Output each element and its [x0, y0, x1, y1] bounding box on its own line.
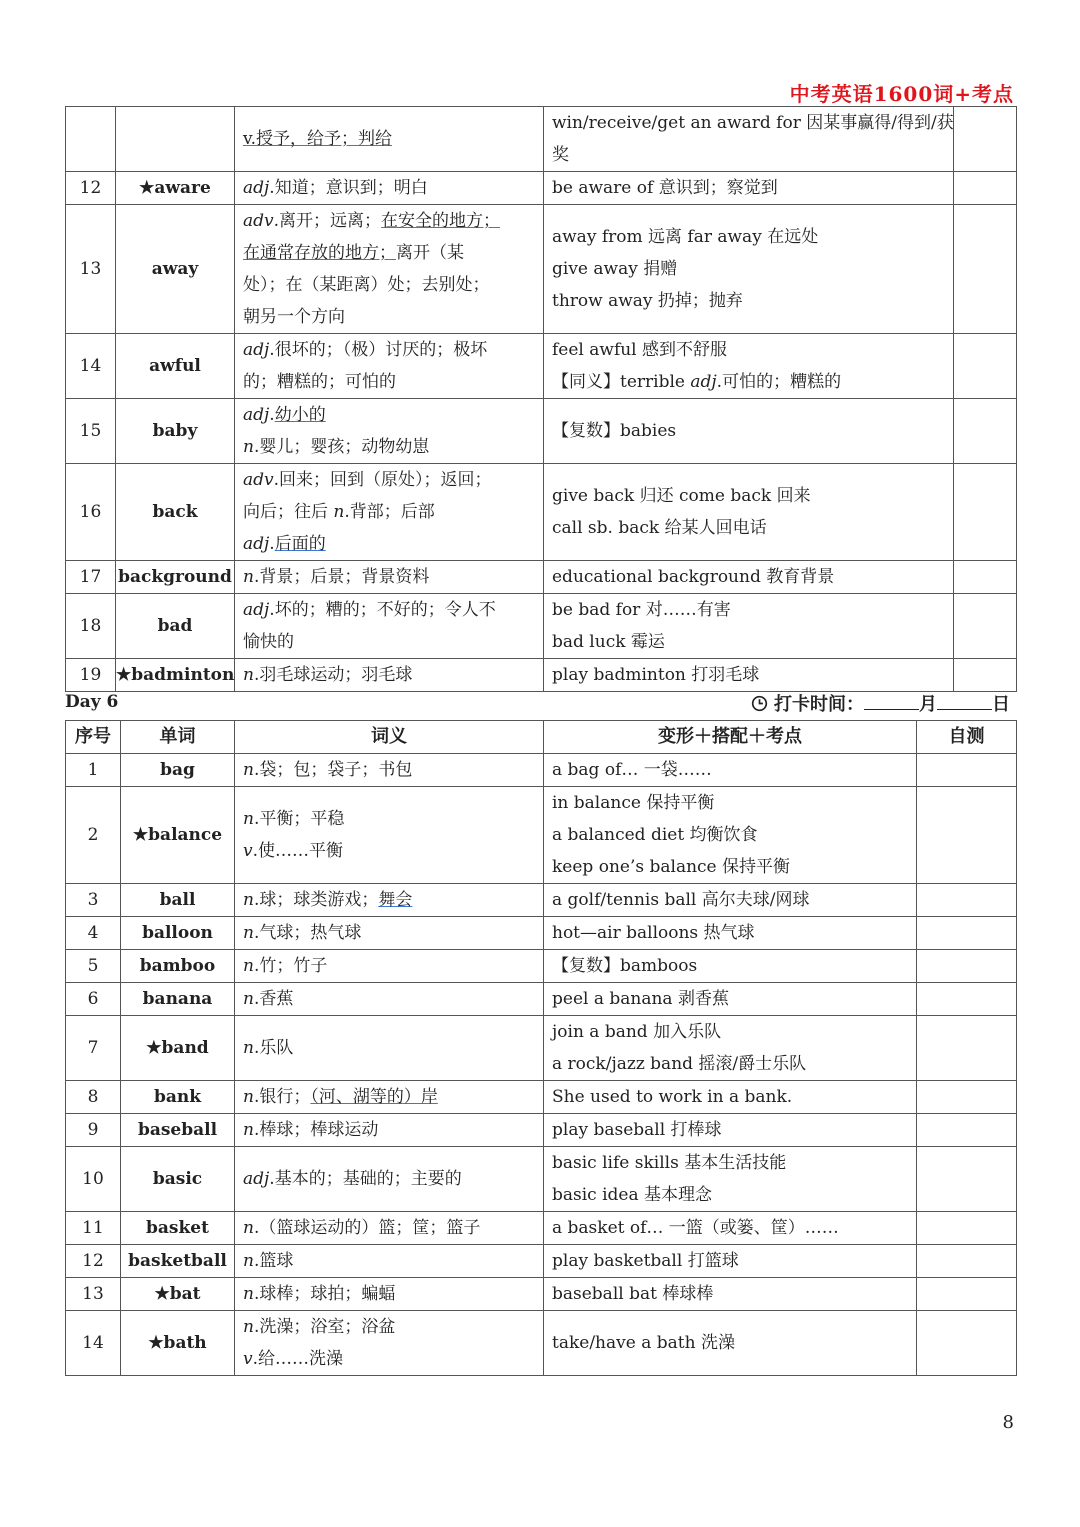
word-definition [235, 950, 544, 983]
vocab-word: bad [116, 594, 235, 659]
usage-line: away from 远离 far away 在远处 [552, 227, 819, 247]
word-definition [235, 1147, 544, 1212]
usage-line: win/receive/get an award for 因某事赢得/得到/获 [552, 113, 954, 133]
self-test-cell[interactable] [917, 1212, 1017, 1245]
definition-line: 朝另一个方向 [243, 307, 345, 327]
definition-line: n.香蕉 [243, 989, 294, 1009]
vocab-word: ★band [121, 1016, 235, 1081]
self-test-cell[interactable] [917, 1311, 1017, 1376]
clock-icon [751, 695, 768, 712]
self-test-cell[interactable] [954, 334, 1017, 399]
vocab-word: baseball [121, 1114, 235, 1147]
header-usage: 变形＋搭配＋考点 [544, 721, 917, 754]
usage-line: be bad for 对……有害 [552, 600, 731, 620]
self-test-cell[interactable] [917, 1245, 1017, 1278]
self-test-cell[interactable] [917, 884, 1017, 917]
definition-line: n.气球；热气球 [243, 923, 362, 943]
row-number: 8 [66, 1081, 121, 1114]
definition-line: n.平衡；平稳 [243, 809, 345, 829]
table-row [66, 787, 1017, 884]
header-meaning: 词义 [235, 721, 544, 754]
definition-line: n.乐队 [243, 1038, 294, 1058]
definition-line: v.授予，给予；判给 [243, 129, 392, 149]
definition-line: n.球棒；球拍；蝙蝠 [243, 1284, 396, 1304]
definition-line: adj.坏的；糟的；不好的；令人不 [243, 600, 496, 620]
definition-line: adj.基本的；基础的；主要的 [243, 1169, 462, 1189]
row-number: 12 [66, 1245, 121, 1278]
table-row [66, 1311, 1017, 1376]
vocab-word: ★bath [121, 1311, 235, 1376]
usage-line: call sb. back 给某人回电话 [552, 518, 767, 538]
usage-examples [544, 334, 954, 399]
row-number: 19 [66, 659, 116, 692]
month-blank[interactable] [864, 691, 919, 710]
row-number: 12 [66, 172, 116, 205]
usage-examples [544, 464, 954, 561]
self-test-cell[interactable] [917, 950, 1017, 983]
row-number: 9 [66, 1114, 121, 1147]
definition-line: n.棒球；棒球运动 [243, 1120, 379, 1140]
definition-line: adv.回来；回到（原处）；返回； [243, 470, 492, 490]
row-number: 17 [66, 561, 116, 594]
vocab-word: ★balance [121, 787, 235, 884]
row-number: 10 [66, 1147, 121, 1212]
vocab-table-day5 [65, 106, 1017, 692]
usage-examples [544, 1081, 917, 1114]
day-label: Day 6 [65, 692, 119, 712]
word-definition [235, 754, 544, 787]
usage-line: a basket of… 一篮（或篓、筐）…… [552, 1218, 839, 1238]
usage-examples [544, 399, 954, 464]
usage-line: basic life skills 基本生活技能 [552, 1153, 787, 1173]
word-definition [235, 1311, 544, 1376]
definition-line: 的；糟糕的；可怕的 [243, 372, 396, 392]
row-number: 16 [66, 464, 116, 561]
definition-line: adv.离开；远离；在安全的地方； [243, 211, 501, 231]
definition-line: v.使……平衡 [243, 841, 344, 861]
vocab-word: balloon [121, 917, 235, 950]
usage-line: baseball bat 棒球棒 [552, 1284, 714, 1304]
word-definition [235, 172, 544, 205]
usage-examples [544, 1245, 917, 1278]
definition-line: 在通常存放的地方；离开（某 [243, 243, 464, 263]
row-number: 11 [66, 1212, 121, 1245]
usage-examples [544, 917, 917, 950]
definition-line: n.银行；（河、湖等的）岸 [243, 1087, 438, 1107]
usage-examples [544, 950, 917, 983]
self-test-cell[interactable] [954, 594, 1017, 659]
usage-line: a golf/tennis ball 高尔夫球/网球 [552, 890, 810, 910]
row-number: 7 [66, 1016, 121, 1081]
usage-examples [544, 107, 954, 172]
usage-examples [544, 1311, 917, 1376]
word-definition [235, 1114, 544, 1147]
usage-line: be aware of 意识到；察觉到 [552, 178, 778, 198]
usage-line: educational background 教育背景 [552, 567, 835, 587]
usage-examples [544, 754, 917, 787]
word-definition [235, 107, 544, 172]
self-test-cell[interactable] [917, 1114, 1017, 1147]
definition-line: n.竹；竹子 [243, 956, 328, 976]
usage-line: play badminton 打羽毛球 [552, 665, 760, 685]
header-word: 单词 [121, 721, 235, 754]
table-row [66, 399, 1017, 464]
definition-line: adj.幼小的 [243, 405, 326, 425]
usage-line: a bag of… 一袋…… [552, 760, 712, 780]
usage-line: hot—air balloons 热气球 [552, 923, 755, 943]
usage-line: give back 归还 come back 回来 [552, 486, 811, 506]
self-test-cell[interactable] [954, 464, 1017, 561]
table-row [66, 950, 1017, 983]
usage-line: play baseball 打棒球 [552, 1120, 722, 1140]
table-row [66, 334, 1017, 399]
definition-line: n.篮球 [243, 1251, 294, 1271]
row-number: 14 [66, 334, 116, 399]
row-number: 2 [66, 787, 121, 884]
vocab-word: basketball [121, 1245, 235, 1278]
table-row [66, 107, 1017, 172]
usage-examples [544, 172, 954, 205]
usage-line: in balance 保持平衡 [552, 793, 715, 813]
vocab-word: bamboo [121, 950, 235, 983]
usage-line: 【复数】bamboos [552, 956, 698, 976]
row-number: 14 [66, 1311, 121, 1376]
usage-examples [544, 659, 954, 692]
word-definition [235, 1212, 544, 1245]
self-test-cell[interactable] [954, 561, 1017, 594]
word-definition [235, 334, 544, 399]
usage-examples [544, 205, 954, 334]
usage-line: throw away 扔掉；抛弃 [552, 291, 743, 311]
usage-line: join a band 加入乐队 [552, 1022, 722, 1042]
definition-line: 向后；往后 n.背部；后部 [243, 502, 435, 522]
row-number: 4 [66, 917, 121, 950]
vocab-word: banana [121, 983, 235, 1016]
word-definition [235, 1278, 544, 1311]
self-test-cell[interactable] [917, 1147, 1017, 1212]
vocab-word: awful [116, 334, 235, 399]
day-bar [65, 690, 1016, 718]
word-definition [235, 917, 544, 950]
self-test-cell[interactable] [917, 1278, 1017, 1311]
vocab-word: basic [121, 1147, 235, 1212]
definition-line: v.给……洗澡 [243, 1349, 344, 1369]
word-definition [235, 399, 544, 464]
book-title: 中考英语1600词+考点 [789, 82, 1014, 106]
vocab-word: ★aware [116, 172, 235, 205]
table-row [66, 1245, 1017, 1278]
word-definition [235, 594, 544, 659]
header-number: 序号 [66, 721, 121, 754]
table-row [66, 659, 1017, 692]
page-number: 8 [1002, 1412, 1014, 1433]
row-number: 13 [66, 205, 116, 334]
definition-line: n.背景；后景；背景资料 [243, 567, 430, 587]
usage-line: 奖 [552, 145, 569, 165]
table-row [66, 1212, 1017, 1245]
word-definition [235, 205, 544, 334]
table-row [66, 1147, 1017, 1212]
self-test-cell[interactable] [954, 172, 1017, 205]
usage-line: 【同义】terrible adj.可怕的；糟糕的 [552, 372, 842, 392]
row-number: 13 [66, 1278, 121, 1311]
row-number: 5 [66, 950, 121, 983]
definition-line: adj.知道；意识到；明白 [243, 178, 428, 198]
usage-examples [544, 561, 954, 594]
vocab-word: background [116, 561, 235, 594]
table-row [66, 1278, 1017, 1311]
self-test-cell[interactable] [917, 983, 1017, 1016]
table-header-row [66, 721, 1017, 754]
table-row [66, 561, 1017, 594]
row-number [66, 107, 116, 172]
usage-line: keep one’s balance 保持平衡 [552, 857, 791, 877]
self-test-cell[interactable] [954, 399, 1017, 464]
usage-line: a balanced diet 均衡饮食 [552, 825, 758, 845]
usage-line: take/have a bath 洗澡 [552, 1333, 735, 1353]
definition-line: n.婴儿；婴孩；动物幼崽 [243, 437, 430, 457]
word-definition [235, 464, 544, 561]
definition-line: 愉快的 [243, 632, 294, 652]
self-test-cell[interactable] [917, 1016, 1017, 1081]
table-row [66, 1114, 1017, 1147]
table-row [66, 1016, 1017, 1081]
usage-line: bad luck 霉运 [552, 632, 665, 652]
usage-line: give away 捐赠 [552, 259, 678, 279]
day-suffix: 日 [992, 694, 1010, 715]
word-definition [235, 787, 544, 884]
self-test-cell[interactable] [954, 659, 1017, 692]
usage-line: feel awful 感到不舒服 [552, 340, 728, 360]
row-number: 18 [66, 594, 116, 659]
usage-line: peel a banana 剥香蕉 [552, 989, 729, 1009]
vocab-table-day6 [65, 720, 1017, 1376]
row-number: 1 [66, 754, 121, 787]
table-row [66, 754, 1017, 787]
usage-line: play basketball 打篮球 [552, 1251, 739, 1271]
usage-examples [544, 787, 917, 884]
word-definition [235, 884, 544, 917]
vocab-word: ball [121, 884, 235, 917]
checkin-time [751, 690, 1010, 716]
vocab-word: bag [121, 754, 235, 787]
self-test-cell[interactable] [917, 1081, 1017, 1114]
self-test-cell[interactable] [917, 917, 1017, 950]
table-row [66, 917, 1017, 950]
vocab-word: bank [121, 1081, 235, 1114]
table-row [66, 884, 1017, 917]
usage-examples [544, 1212, 917, 1245]
word-definition [235, 1245, 544, 1278]
month-label: 月 [919, 694, 937, 715]
usage-examples [544, 594, 954, 659]
vocab-word: back [116, 464, 235, 561]
table-row [66, 172, 1017, 205]
word-definition [235, 1081, 544, 1114]
usage-examples [544, 983, 917, 1016]
self-test-cell[interactable] [954, 107, 1017, 172]
vocab-word: basket [121, 1212, 235, 1245]
usage-line: 【复数】babies [552, 421, 677, 441]
vocab-word [116, 107, 235, 172]
usage-line: She used to work in a bank. [552, 1087, 793, 1107]
word-definition [235, 983, 544, 1016]
vocab-word: ★badminton [116, 659, 235, 692]
word-definition [235, 1016, 544, 1081]
day-blank[interactable] [937, 691, 992, 710]
usage-line: basic idea 基本理念 [552, 1185, 713, 1205]
row-number: 3 [66, 884, 121, 917]
checkin-label: 打卡时间： [774, 694, 864, 715]
usage-examples [544, 1278, 917, 1311]
self-test-cell[interactable] [917, 754, 1017, 787]
usage-examples [544, 1114, 917, 1147]
vocab-word: away [116, 205, 235, 334]
definition-line: n.洗澡；浴室；浴盆 [243, 1317, 396, 1337]
word-definition [235, 659, 544, 692]
self-test-cell[interactable] [954, 205, 1017, 334]
row-number: 15 [66, 399, 116, 464]
definition-line: n.袋；包；袋子；书包 [243, 760, 413, 780]
usage-line: a rock/jazz band 摇滚/爵士乐队 [552, 1054, 807, 1074]
self-test-cell[interactable] [917, 787, 1017, 884]
header-selftest: 自测 [917, 721, 1017, 754]
usage-examples [544, 1016, 917, 1081]
table-row [66, 1081, 1017, 1114]
definition-line: n.羽毛球运动；羽毛球 [243, 665, 413, 685]
vocab-word: ★bat [121, 1278, 235, 1311]
row-number: 6 [66, 983, 121, 1016]
definition-line: n.（篮球运动的）篮；筐；篮子 [243, 1218, 481, 1238]
definition-line: adj.很坏的；（极）讨厌的；极坏 [243, 340, 488, 360]
table-row [66, 983, 1017, 1016]
vocab-word: baby [116, 399, 235, 464]
usage-examples [544, 884, 917, 917]
table-row [66, 205, 1017, 334]
table-row [66, 464, 1017, 561]
table-row [66, 594, 1017, 659]
definition-line: 处）；在（某距离）处；去别处； [243, 275, 490, 295]
definition-line: n.球；球类游戏；舞会 [243, 890, 413, 910]
usage-examples [544, 1147, 917, 1212]
definition-line: adj.后面的 [243, 534, 326, 554]
word-definition [235, 561, 544, 594]
